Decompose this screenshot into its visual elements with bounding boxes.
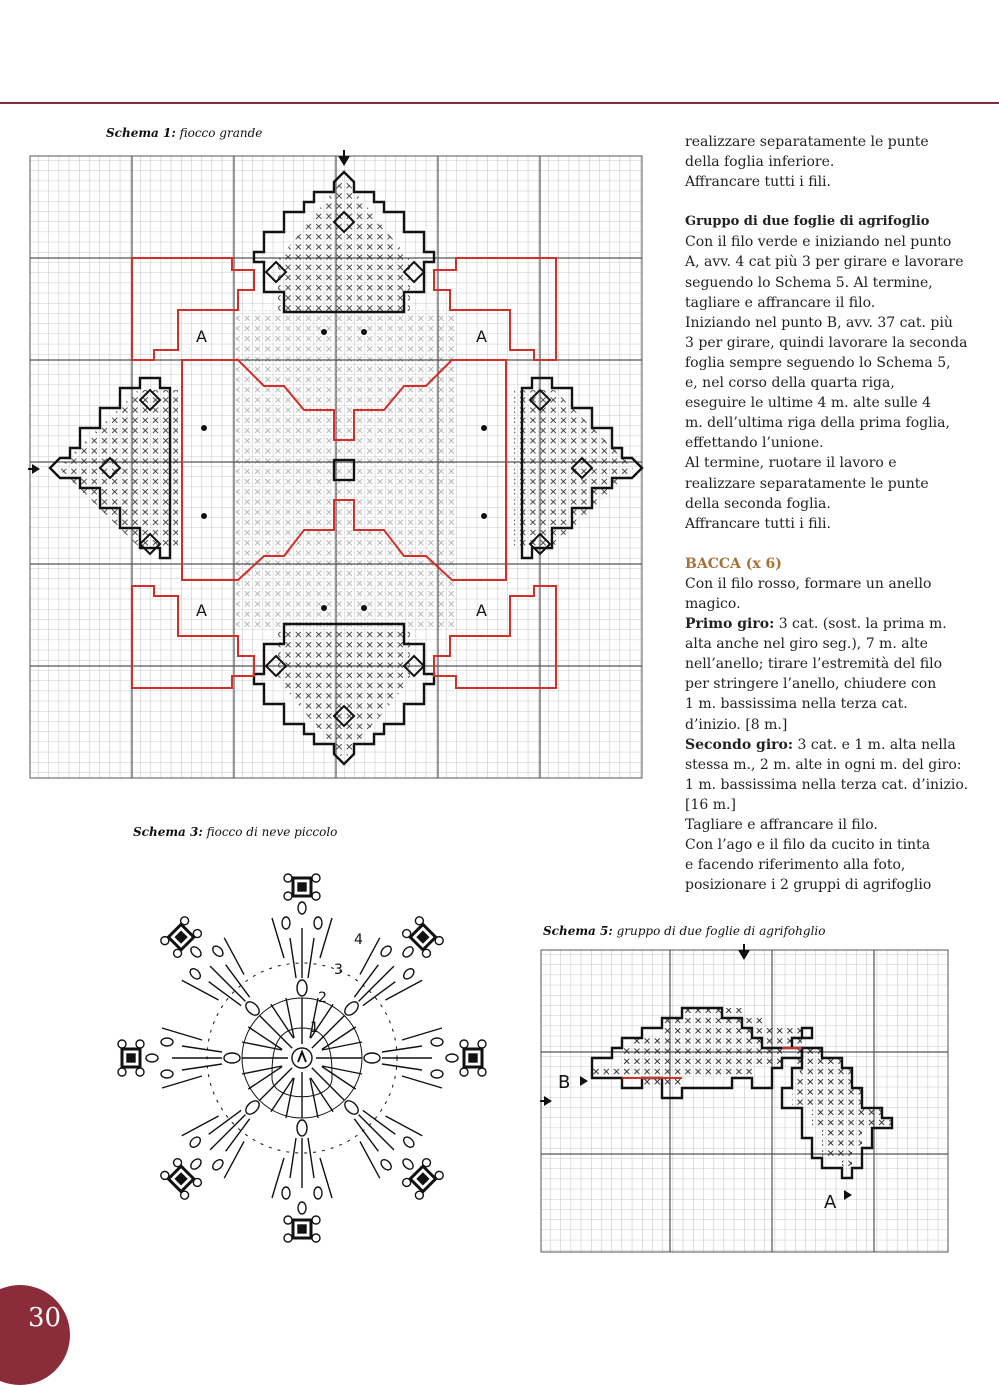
label-a-bottom-left: A [196, 601, 207, 620]
label-a-top-right: A [476, 327, 487, 346]
holly-line: foglia sempre seguendo lo Schema 5, [685, 354, 951, 371]
berry-line: Con il filo rosso, formare un anello [685, 575, 932, 592]
berry-line: magico. [685, 595, 741, 612]
schema1-caption: Schema 1: fiocco grande [106, 126, 263, 140]
label-a-bottom-right: A [476, 601, 487, 620]
round2-line: posizionare i 2 gruppi di agrifoglio [685, 877, 932, 894]
page-number-badge [0, 1285, 70, 1385]
round-number-4: 4 [354, 932, 363, 948]
holly-line: della seconda foglia. [685, 495, 831, 512]
round1-line: nell’anello; tirare l’estremità del filo [685, 656, 943, 673]
round2-line: e facendo riferimento alla foto, [685, 857, 906, 874]
schema5-grid [541, 950, 948, 1252]
holly-line: A, avv. 4 cat più 3 per girare e lavorare [685, 254, 964, 271]
top-rule [0, 102, 999, 104]
instructions-text [685, 132, 975, 895]
page-number: 30 [28, 1303, 62, 1333]
label-a-top-left: A [196, 327, 207, 346]
berry-heading: BACCA (x 6) [685, 555, 782, 572]
intro-line: Affrancare tutti i fili. [685, 174, 831, 191]
holly-line: seguendo lo Schema 5. Al termine, [685, 274, 933, 291]
round1-line: 1 m. bassissima nella terza cat. [685, 696, 908, 713]
round2-line: Secondo giro: 3 cat. e 1 m. alta nella [685, 736, 956, 753]
holly-line: Iniziando nel punto B, avv. 37 cat. più [685, 314, 953, 331]
round-number-2: 2 [318, 990, 327, 1006]
label-a: A [824, 1192, 837, 1213]
intro-line: realizzare separatamente le punte [685, 134, 929, 150]
round1-line: alta anche nel giro seg.), 7 m. alte [685, 636, 928, 653]
schema5-caption: Schema 5: gruppo di due foglie di agrifohglio [543, 924, 826, 938]
round-number-3: 3 [334, 962, 343, 978]
schema3-caption: Schema 3: fiocco di neve piccolo [133, 825, 338, 839]
round2-line: [16 m.] [685, 796, 736, 813]
schema3-chart [100, 860, 510, 1270]
round2-line: Tagliare e affrancare il filo. [685, 817, 878, 833]
schema5-chart [540, 944, 952, 1256]
holly-line: 3 per girare, quindi lavorare la seconda [685, 334, 968, 351]
holly-line: Al termine, ruotare il lavoro e [685, 455, 897, 472]
holly-line: e, nel corso della quarta riga, [685, 375, 895, 392]
holly-line: realizzare separatamente le punte [685, 475, 929, 492]
holly-line: effettando l’unione. [685, 435, 824, 452]
intro-line: della foglia inferiore. [685, 154, 835, 171]
round1-line: d’inizio. [8 m.] [685, 716, 788, 733]
round-number-1: 1 [310, 1020, 319, 1036]
holly-heading: Gruppo di due foglie di agrifoglio [685, 214, 930, 230]
round1-line: per stringere l’anello, chiudere con [685, 676, 937, 693]
round2-label: Secondo giro: [685, 736, 794, 753]
holly-line: tagliare e affrancare il filo. [685, 294, 876, 311]
schema1-chart [28, 150, 660, 790]
holly-line: Affrancare tutti i fili. [685, 515, 831, 532]
round2-line: 1 m. bassissima nella terza cat. d’inizio. [685, 776, 969, 793]
label-b: B [558, 1072, 571, 1093]
round1-line: Primo giro: 3 cat. (sost. la prima m. [685, 616, 947, 633]
round2-line: stessa m., 2 m. alte in ogni m. del giro: [685, 756, 962, 773]
round2-line: Con l’ago e il filo da cucito in tinta [685, 837, 931, 854]
round1-label: Primo giro: [685, 616, 775, 633]
holly-line: Con il filo verde e iniziando nel punto [685, 234, 952, 251]
holly-line: eseguire le ultime 4 m. alte sulle 4 [685, 395, 931, 412]
holly-line: m. dell’ultima riga della prima foglia, [685, 415, 950, 432]
